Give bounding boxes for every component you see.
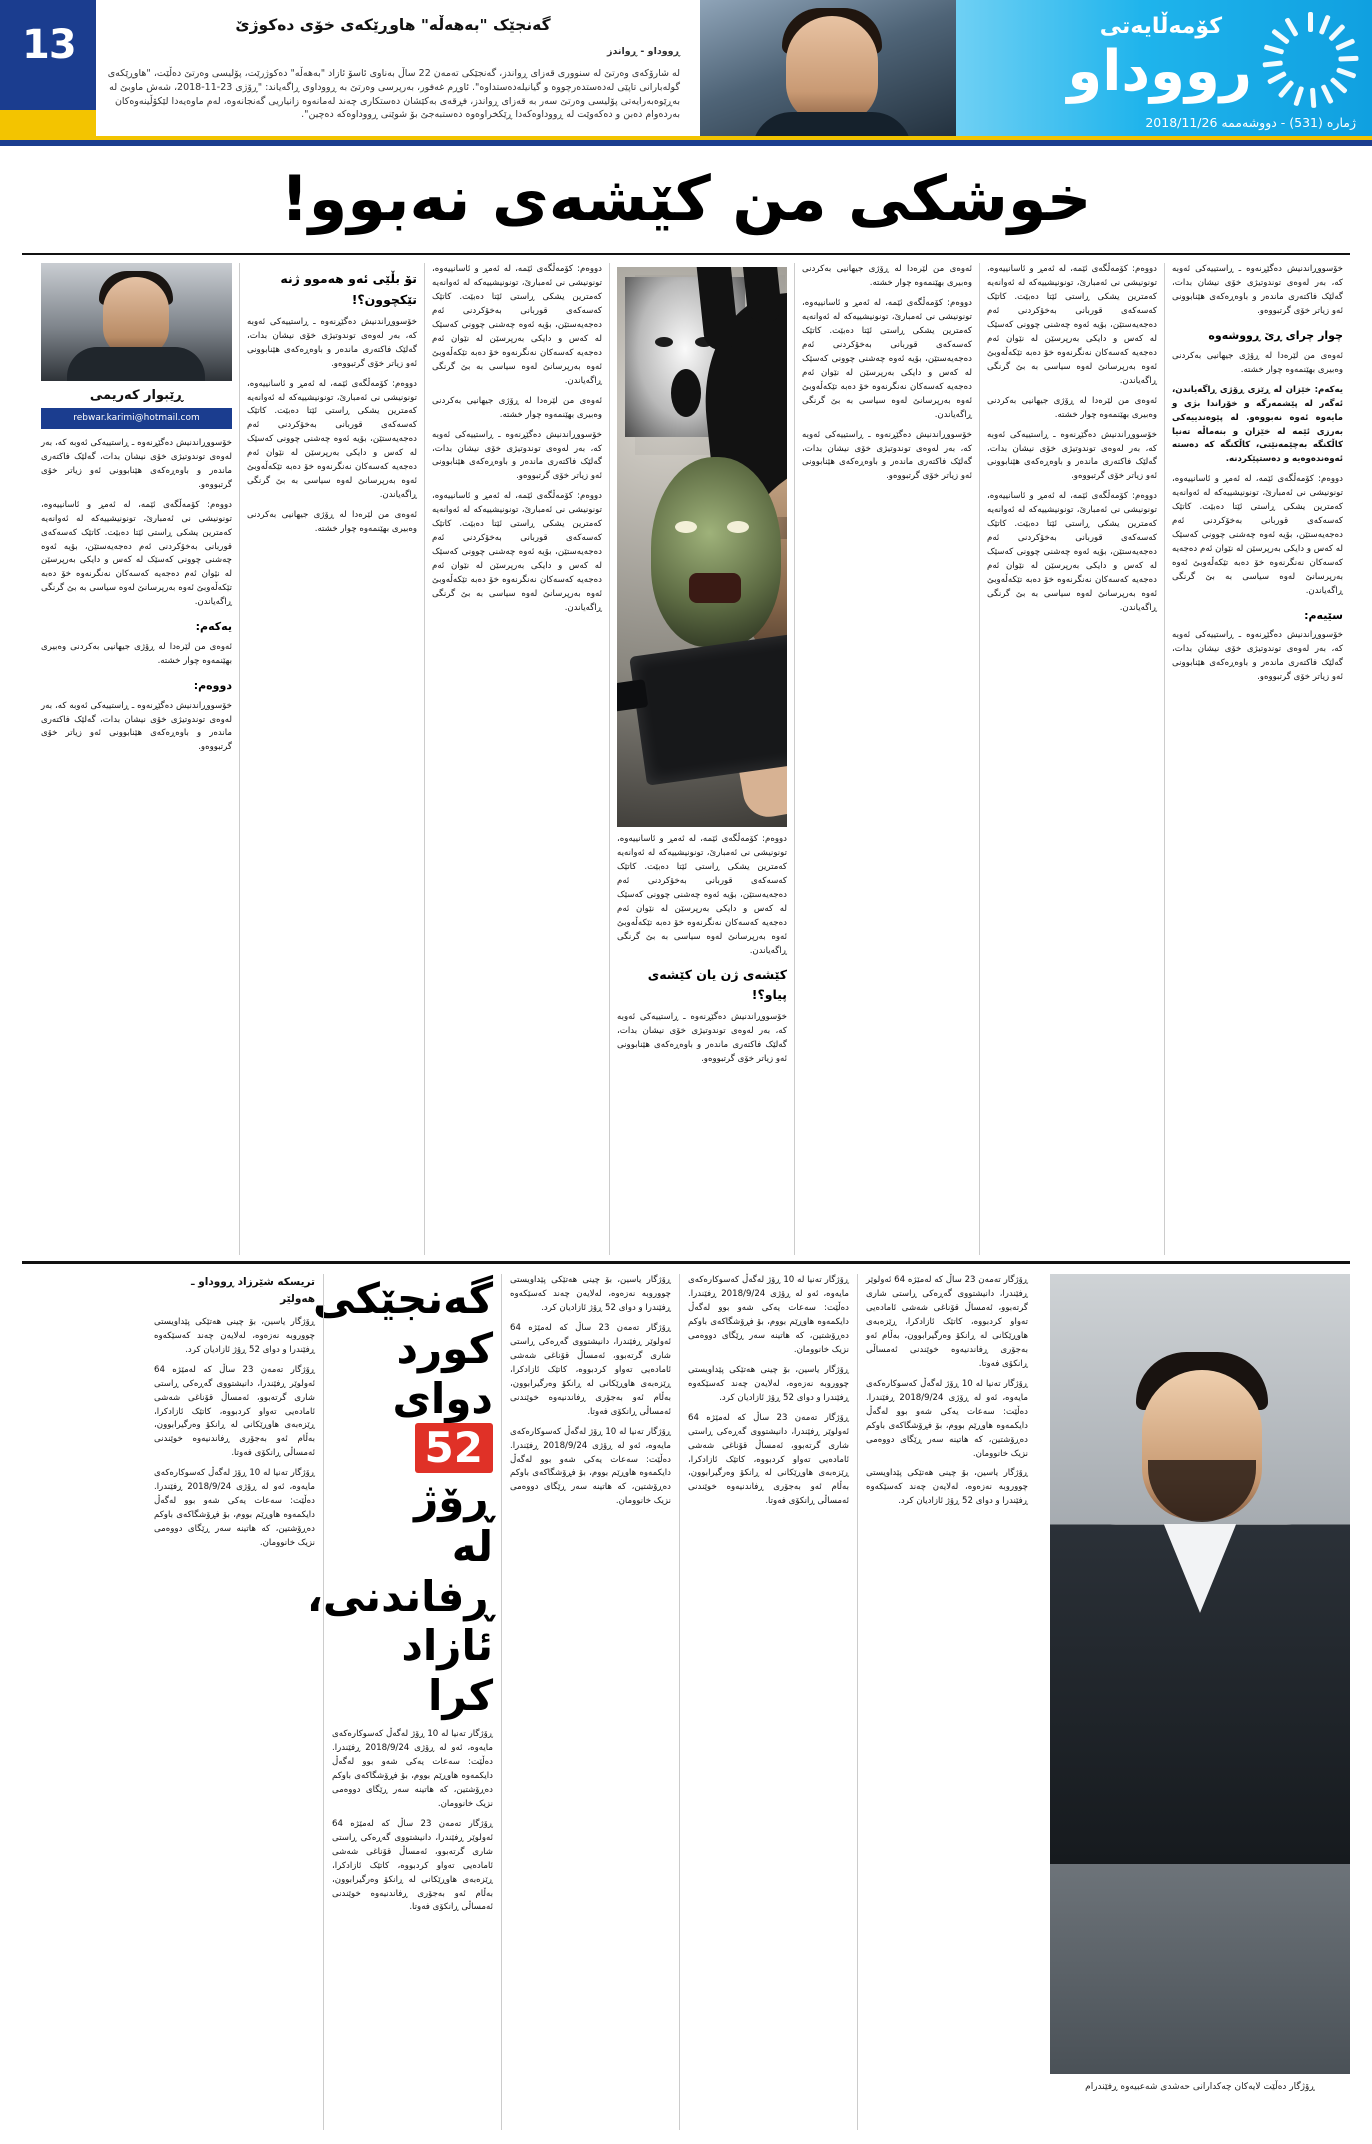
article-column-3 [795, 263, 980, 1255]
bottom-headline-block [306, 1274, 493, 1720]
article-column-2 [980, 263, 1165, 1255]
top-story-byline-label: ڕووداو - ڕواندز [606, 46, 680, 58]
scream-eye-left [655, 337, 673, 347]
paragraph: ڕۆژگار تەنیا لە 10 ڕۆژ لەگەڵ کەسوکارەکەی مایەوە، ئەو لە ڕۆژی 2018/9/24 ڕفێندرا. دەڵێت: سەعات یەکی شەو بوو لەگەڵ دایکمەوە هاوڕێم بووم، بۆ فڕۆشگاکەی باوکم دەڕۆشتین، کە هاتینە سەر ڕێگای دووەمی نزیک خانوومان. [332, 1729, 493, 1809]
page-number-block [0, 0, 96, 140]
article-column-1 [1165, 263, 1350, 1255]
zombie-eye-left [675, 521, 697, 533]
bottom-column-2 [680, 1274, 858, 2130]
main-article [0, 255, 1372, 1255]
article-photo-collage [617, 267, 787, 827]
photo-caption: ڕۆژگار دەڵێت لایەکان چەکدارانی حەشدی شەعبیەوە ڕفێندرام [1085, 2082, 1315, 2093]
masthead-rule [0, 136, 1372, 140]
paragraph: ڕۆژگار تەمەن 23 ساڵ کە لەمێژە 64 ئەولوێر ڕفێندرا، دانیشتووی گەڕەکی ڕاستی شاری گرتەبوو، ئەمساڵ قۆناغی شەشی ئامادەیی تەواو کردبووە، کاتێک ئازادکرا، ڕێزەبەی هاوڕێکانی لە ڕانکۆ وەرگیرابوون، بەڵام ئەو بەجۆری ڕفاندنیەوە خوێندنی ئەمساڵی ڕانکۆی فەوتا. [332, 1818, 493, 1913]
paragraph: خۆسووڕاندنیش دەگێڕنەوە ـ ڕاستییەکی ئەوبە کە، بەر لەوەی توندوتیژی خۆی نیشان بدات، گەلێک فاکتەری ماندەر و باوەڕەکەی هێنابوونی ئەو زیاتر خۆی گرتبووەو. [1172, 630, 1343, 683]
subhead-5: کێشەی ژن یان کێشەی پیاو؟! [647, 966, 787, 1002]
paragraph: ئەوەی من لێرەدا لە ڕۆژی جیهانیی بەکردنی وەبیری بهێنمەوە چوار خشتە. [432, 395, 602, 420]
bottom-column-4 [306, 1274, 502, 2130]
photo-face [786, 16, 878, 124]
paragraph: ڕۆژگار تەنیا لە 10 ڕۆژ لەگەڵ کەسوکارەکەی مایەوە، ئەو لە ڕۆژی 2018/9/24 ڕفێندرا. دەڵێت: سەعات یەکی شەو بوو لەگەڵ دایکمەوە هاوڕێم بووم، بۆ فڕۆشگاکەی باوکم دەڕۆشتین، کە هاتینە سەر ڕێگای دووەمی نزیک خانوومان. [688, 1275, 849, 1356]
paragraph: خۆسووڕاندنیش دەگێڕنەوە ـ ڕاستییەکی ئەوبە کە، بەر لەوەی توندوتیژی خۆی نیشان بدات، گەلێک فاکتەری ماندەر و باوەڕەکەی هێنابوونی ئەو زیاتر خۆی گرتبووەو. [1172, 264, 1343, 317]
paragraph: دووەم: کۆمەڵگەی ئێمە، لە ئەمڕ و ئاسانییەوە، تونونیشی نی ئەمبارێ، تونونیشییەکە لە ئەوانەیە کەمترین یشکی ڕاستی ئێتا دەبێت. کاتێک کەسەکەی قوربانی بەخۆکردنی ئەم دەجەیەستێن، بۆیە ئەوە چەشنی چوونی کەسێک لە کەس و دایکی بەرپرسێن لە نێوان ئەم دەجەیە کەسەکان نەنگرنەوە خۆ دەبە تێکەڵەوبێ ئەوە بەرپرسانێ لەوە سیاسی بە بێ گرنگی ڕاگەیاندن. [432, 264, 602, 386]
bottom-headline-pre: گەنجێکی کورد دوای [313, 1274, 493, 1423]
paragraph: ئەوەی من لێرەدا لە ڕۆژی جیهانیی بەکردنی وەبیری بهێنمەوە چوار خشتە. [802, 264, 972, 289]
author-suit [67, 347, 205, 381]
paragraph: ڕۆژگار یاسین، بۆ چینی هەتێکی پێداویستی چووروبە نەزەوە، لەلایەن چەند کەسێکەوە ڕفێندرا و دوای 52 ڕۆژ ئازادیان کرد. [154, 1317, 315, 1355]
masthead-brand-panel [956, 0, 1372, 140]
subhead-3: دووەم: [193, 678, 232, 692]
issue-line: ژمارە (531) - دووشەممە 2018/11/26 [1145, 115, 1356, 130]
bottom-headline-line2: لە ڕفاندنی، ئازاد کرا [306, 1522, 493, 1720]
bottom-byline: تریسکە شێرزاد ڕووداو ـ هەولێر [190, 1276, 315, 1306]
paragraph: دووەم: کۆمەڵگەی ئێمە، لە ئەمڕ و ئاسانییەوە، تونونیشی نی ئەمبارێ، تونونیشییەکە لە ئەوانەیە کەمترین یشکی ڕاستی ئێتا دەبێت. کاتێک کەسەکەی قوربانی بەخۆکردنی ئەم دەجەیەستێن، بۆیە ئەوە چەشنی چوونی کەسێک لە کەس و دایکی بەرپرسێن لە نێوان ئەم دەجەیە کەسەکان نەنگرنەوە خۆ دەبە تێکەڵەوبێ ئەوە بەرپرسانێ لەوە سیاسی بە بێ گرنگی ڕاگەیاندن. [247, 378, 417, 500]
paragraph: ڕۆژگار تەنیا لە 10 ڕۆژ لەگەڵ کەسوکارەکەی مایەوە، ئەو لە ڕۆژی 2018/9/24 ڕفێندرا. دەڵێت: سەعات یەکی شەو بوو لەگەڵ دایکمەوە هاوڕێم بووم، بۆ فڕۆشگاکەی باوکم دەڕۆشتین، کە هاتینە سەر ڕێگای دووەمی نزیک خانوومان. [510, 1426, 671, 1507]
author-box [41, 263, 232, 429]
masthead-top-story [96, 0, 696, 140]
main-headline-area [0, 146, 1372, 239]
paragraph: ڕۆژگار تەمەن 23 ساڵ کە لەمێژە 64 ئەولوێر ڕفێندرا، دانیشتووی گەڕەکی ڕاستی شاری گرتەبوو، ئەمساڵ قۆناغی شەشی ئامادەیی تەواو کردبووە، کاتێک ئازادکرا، ڕێزەبەی هاوڕێکانی لە ڕانکۆ وەرگیرابوون، بەڵام ئەو بەجۆری ڕفاندنیەوە خوێندنی ئەمساڵی ڕانکۆی فەوتا. [154, 1364, 315, 1459]
masthead-photo [700, 0, 956, 140]
bottom-headline-number: 52 [415, 1423, 493, 1473]
zombie-mouth [689, 573, 741, 603]
page-title: خوشکی من کێشەی نەبوو! [280, 162, 1092, 235]
paragraph: ئەوەی من لێرەدا لە ڕۆژی جیهانیی بەکردنی وەبیری بهێنمەوە چوار خشتە. [41, 641, 232, 666]
paragraph: دووەم: کۆمەڵگەی ئێمە، لە ئەمڕ و ئاسانییەوە، تونونیشی نی ئەمبارێ، تونونیشییەکە لە ئەوانەیە کەمترین یشکی ڕاستی ئێتا دەبێت. کاتێک کەسەکەی قوربانی بەخۆکردنی ئەم دەجەیەستێن، بۆیە ئەوە چەشنی چوونی کەسێک لە کەس و دایکی بەرپرسێن لە نێوان ئەم دەجەیە کەسەکان نەنگرنەوە خۆ دەبە تێکەڵەوبێ ئەوە بەرپرسانێ لەوە سیاسی بە بێ گرنگی ڕاگەیاندن. [1172, 474, 1343, 596]
subhead-2: یەکەم: [195, 620, 232, 634]
bottom-headline [306, 1274, 493, 1720]
kicker-right: تۆ بڵێی ئەو هەموو ژنە تێکچوون؟! [280, 271, 417, 307]
article-column-5 [425, 263, 610, 1255]
paragraph: دووەم: کۆمەڵگەی ئێمە، لە ئەمڕ و ئاسانییەوە، تونونیشی نی ئەمبارێ، تونونیشییەکە لە ئەوانەیە کەمترین یشکی ڕاستی ئێتا دەبێت. کاتێک کەسەکەی قوربانی بەخۆکردنی ئەم دەجەیەستێن، بۆیە ئەوە چەشنی چوونی کەسێک لە کەس و دایکی بەرپرسێن لە نێوان ئەم دەجەیە کەسەکان نەنگرنەوە خۆ دەبە تێکەڵەوبێ ئەوە بەرپرسانێ لەوە سیاسی بە بێ گرنگی ڕاگەیاندن. [987, 264, 1157, 386]
paragraph: خۆسووڕاندنیش دەگێڕنەوە ـ ڕاستییەکی ئەوبە کە، بەر لەوەی توندوتیژی خۆی نیشان بدات، گەلێک فاکتەری ماندەر و باوەڕەکەی هێنابوونی ئەو زیاتر خۆی گرتبووەو. [617, 1012, 787, 1064]
paragraph: ڕۆژگار تەمەن 23 ساڵ کە لەمێژە 64 ئەولوێر ڕفێندرا، دانیشتووی گەڕەکی ڕاستی شاری گرتەبوو، ئەمساڵ قۆناغی شەشی ئامادەیی تەواو کردبووە، کاتێک ئازادکرا، ڕێزەبەی هاوڕێکانی لە ڕانکۆ وەرگیرابوون، بەڵام ئەو بەجۆری ڕفاندنیەوە خوێندنی ئەمساڵی ڕانکۆی فەوتا. [688, 1412, 849, 1507]
paragraph: خۆسووڕاندنیش دەگێڕنەوە ـ ڕاستییەکی ئەوبە کە، بەر لەوەی توندوتیژی خۆی نیشان بدات، گەلێک فاکتەری ماندەر و باوەڕەکەی هێنابوونی ئەو زیاتر خۆی گرتبووەو. [41, 700, 232, 753]
bottom-photo-block [1050, 1274, 1350, 2130]
paragraph: ڕۆژگار تەمەن 23 ساڵ کە لەمێژە 64 ئەولوێر ڕفێندرا، دانیشتووی گەڕەکی ڕاستی شاری گرتەبوو، ئەمساڵ قۆناغی شەشی ئامادەیی تەواو کردبووە، کاتێک ئازادکرا، ڕێزەبەی هاوڕێکانی لە ڕانکۆ وەرگیرابوون، بەڵام ئەو بەجۆری ڕفاندنیەوە خوێندنی ئەمساڵی ڕانکۆی فەوتا. [510, 1323, 671, 1417]
paragraph: ئەوەی من لێرەدا لە ڕۆژی جیهانیی بەکردنی وەبیری بهێنمەوە چوار خشتە. [247, 509, 417, 534]
paragraph: خۆسووڕاندنیش دەگێڕنەوە ـ ڕاستییەکی ئەوبە کە، بەر لەوەی توندوتیژی خۆی نیشان بدات، گەلێک فاکتەری ماندەر و باوەڕەکەی هێنابوونی ئەو زیاتر خۆی گرتبووەو. [802, 429, 972, 482]
subhead-4: سێیەم: [1304, 608, 1343, 622]
top-story-text: لە شارۆکەی وەرتێ لە سنووری قەزای ڕواندز، گەنجێکی تەمەن 22 ساڵ بەناوی ئاسۆ ئازاد "بەهەڵە" دەکوژرێت، پۆلیسی وەرتێ دەڵێت، "هاوڕێکەی گولەبارانی تاپێی لەدەستدەرچووە و گیانیلەدەستداوە". ئاوڕم غەفور، بەرپرسی وەرتێ بە ڕووداوی ڕاگەیاند: "ڕۆژی 23-11-2018، شەش ماوبێ لە بەڕێوەبەرایەتی پۆلیسی وەرتێ سەر بە قەزای ڕواندز، فڕقەی بەکێشان دەستکاری چەند لەمانەوە زانیاریی گەنجانەوە، لەم ماوەیەدا لێکۆڵینەوەکان بەردەوام دەبن و دەکەوێت لە ڕووداوەکەدا ڕێکخراوەوە دەستبەجێ بۆ شوێنی ڕووداوەکە دەچین". [107, 68, 680, 121]
paragraph: ڕۆژگار تەنیا لە 10 ڕۆژ لەگەڵ کەسوکارەکەی مایەوە، ئەو لە ڕۆژی 2018/9/24 ڕفێندرا. دەڵێت: سەعات یەکی شەو بوو لەگەڵ دایکمەوە هاوڕێم بووم، بۆ فڕۆشگاکەی باوکم دەڕۆشتین، کە هاتینە سەر ڕێگای دووەمی نزیک خانوومان. [154, 1468, 315, 1548]
paragraph: یەکەم: خێزان لە ڕێزی ڕۆژی ڕاگەیاندن، ئەگەر لە پێشمەرگە و خۆراندا بژی و مایەوە ئەوە نەبووەو. لە پێوەندییەکی بەرزی ئێمە لە خێزان و بنەماڵە تەنیا کاڵکنگە بەچێمەنێتی، کاڵکنگە کە دەستە ئەوەندەوەیە و دەستپێکردنە. [1172, 384, 1343, 465]
bottom-article [0, 1264, 1372, 2144]
masthead [0, 0, 1372, 140]
bottom-headline-post: ڕۆژ [414, 1472, 493, 1522]
brand-wordmark: رووداو [1067, 39, 1252, 104]
bottom-column-3 [502, 1274, 680, 2130]
paragraph: دووەم: کۆمەڵگەی ئێمە، لە ئەمڕ و ئاسانییەوە، تونونیشی نی ئەمبارێ، تونونیشییەکە لە ئەوانەیە کەمترین یشکی ڕاستی ئێتا دەبێت. کاتێک کەسەکەی قوربانی بەخۆکردنی ئەم دەجەیەستێن، بۆیە ئەوە چەشنی چوونی کەسێک لە کەس و دایکی بەرپرسێن لە نێوان ئەم دەجەیە کەسەکان نەنگرنەوە خۆ دەبە تێکەڵەوبێ ئەوە بەرپرسانێ لەوە سیاسی بە بێ گرنگی ڕاگەیاندن. [41, 499, 232, 608]
paragraph: ئەوەی من لێرەدا لە ڕۆژی جیهانیی بەکردنی وەبیری بهێنمەوە چوار خشتە. [1172, 350, 1343, 375]
top-story-headline: گەنجێک "بەهەڵە" هاوڕێکەی خۆی دەکوژێ [235, 16, 551, 34]
article-column-7 [34, 263, 240, 1255]
author-face [103, 277, 169, 357]
paragraph: ڕۆژگار یاسین، بۆ چینی هەتێکی پێداویستی چووروبە نەزەوە، لەلایەن چەند کەسێکەوە ڕفێندرا و دوای 52 ڕۆژ ئازادیان کرد. [866, 1468, 1028, 1507]
paragraph: دووەم: کۆمەڵگەی ئێمە، لە ئەمڕ و ئاسانییەوە، تونونیشی نی ئەمبارێ، تونونیشییەکە لە ئەوانەیە کەمترین یشکی ڕاستی ئێتا دەبێت. کاتێک کەسەکەی قوربانی بەخۆکردنی ئەم دەجەیەستێن، بۆیە ئەوە چەشنی چوونی کەسێک لە کەس و دایکی بەرپرسێن لە نێوان ئەم دەجەیە کەسەکان نەنگرنەوە خۆ دەبە تێکەڵەوبێ ئەوە بەرپرسانێ لەوە سیاسی بە بێ گرنگی ڕاگەیاندن. [987, 491, 1157, 613]
article-column-4 [610, 263, 795, 1255]
paragraph: ڕۆژگار یاسین، بۆ چینی هەتێکی پێداویستی چووروبە نەزەوە، لەلایەن چەند کەسێکەوە ڕفێندرا و دوای 52 ڕۆژ ئازادیان کرد. [510, 1275, 671, 1314]
paragraph: ئەوەی من لێرەدا لە ڕۆژی جیهانیی بەکردنی وەبیری بهێنمەوە چوار خشتە. [987, 395, 1157, 420]
page-number: 13 [22, 22, 76, 68]
paragraph: ڕۆژگار یاسین، بۆ چینی هەتێکی پێداویستی چووروبە نەزەوە، لەلایەن چەند کەسێکەوە ڕفێندرا و دوای 52 ڕۆژ ئازادیان کرد. [688, 1364, 849, 1403]
paragraph: ڕۆژگار تەمەن 23 ساڵ کە لەمێژە 64 ئەولوێر ڕفێندرا، دانیشتووی گەڕەکی ڕاستی شاری گرتەبوو، ئەمساڵ قۆناغی شەشی ئامادەیی تەواو کردبووە، کاتێک ئازادکرا، ڕێزەبەی هاوڕێکانی لە ڕانکۆ وەرگیرابوون، بەڵام ئەو بەجۆری ڕفاندنیەوە خوێندنی ئەمساڵی ڕانکۆی فەوتا. [866, 1275, 1029, 1369]
sun-logo-icon [1262, 12, 1358, 108]
zombie-eye-right [727, 521, 749, 533]
bottom-column-1 [858, 1274, 1036, 2130]
paragraph: خۆسووڕاندنیش دەگێڕنەوە ـ ڕاستییەکی ئەوبە کە، بەر لەوەی توندوتیژی خۆی نیشان بدات، گەلێک فاکتەری ماندەر و باوەڕەکەی هێنابوونی ئەو زیاتر خۆی گرتبووەو. [987, 429, 1157, 482]
zombie-face-image [651, 457, 781, 647]
author-name: ڕێبوار کەریمی [41, 381, 232, 408]
top-story-byline [106, 45, 680, 59]
bottom-photo-beard [1148, 1460, 1256, 1522]
paragraph: خۆسووڕاندنیش دەگێڕنەوە ـ ڕاستییەکی ئەوبە کە، بەر لەوەی توندوتیژی خۆی نیشان بدات، گەلێک فاکتەری ماندەر و باوەڕەکەی هێنابوونی ئەو زیاتر خۆی گرتبووەو. [432, 429, 602, 482]
author-email[interactable]: rebwar.karimi@hotmail.com [41, 408, 232, 429]
paragraph: دووەم: کۆمەڵگەی ئێمە، لە ئەمڕ و ئاسانییەوە، تونونیشی نی ئەمبارێ، تونونیشییەکە لە ئەوانەیە کەمترین یشکی ڕاستی ئێتا دەبێت. کاتێک کەسەکەی قوربانی بەخۆکردنی ئەم دەجەیەستێن، بۆیە ئەوە چەشنی چوونی کەسێک لە کەس و دایکی بەرپرسێن لە نێوان ئەم دەجەیە کەسەکان نەنگرنەوە خۆ دەبە تێکەڵەوبێ ئەوە بەرپرسانێ لەوە سیاسی بە بێ گرنگی ڕاگەیاندن. [617, 834, 787, 956]
author-photo [41, 263, 232, 381]
paragraph: دووەم: کۆمەڵگەی ئێمە، لە ئەمڕ و ئاسانییەوە، تونونیشی نی ئەمبارێ، تونونیشییەکە لە ئەوانەیە کەمترین یشکی ڕاستی ئێتا دەبێت. کاتێک کەسەکەی قوربانی بەخۆکردنی ئەم دەجەیەستێن، بۆیە ئەوە چەشنی چوونی کەسێک لە کەس و دایکی بەرپرسێن لە نێوان ئەم دەجەیە کەسەکان نەنگرنەوە خۆ دەبە تێکەڵەوبێ ئەوە بەرپرسانێ لەوە سیاسی بە بێ گرنگی ڕاگەیاندن. [432, 491, 602, 613]
paragraph: خۆسووڕاندنیش دەگێڕنەوە ـ ڕاستییەکی ئەوبە کە، بەر لەوەی توندوتیژی خۆی نیشان بدات، گەلێک فاکتەری ماندەر و باوەڕەکەی هێنابوونی ئەو زیاتر خۆی گرتبووەو. [247, 316, 417, 369]
section-label: کۆمەڵایەتی [1099, 14, 1222, 39]
article-column-6 [240, 263, 425, 1255]
bottom-column-5 [146, 1274, 324, 2130]
scream-mouth [671, 369, 701, 417]
freed-man-photo [1050, 1274, 1350, 2074]
bottom-article-text [22, 1274, 1050, 2130]
paragraph: خۆسووڕاندنیش دەگێڕنەوە ـ ڕاستییەکی ئەوبە کە، بەر لەوەی توندوتیژی خۆی نیشان بدات، گەلێک فاکتەری ماندەر و باوەڕەکەی هێنابوونی ئەو زیاتر خۆی گرتبووەو. [41, 438, 232, 490]
paragraph: دووەم: کۆمەڵگەی ئێمە، لە ئەمڕ و ئاسانییەوە، تونونیشی نی ئەمبارێ، تونونیشییەکە لە ئەوانەیە کەمترین یشکی ڕاستی ئێتا دەبێت. کاتێک کەسەکەی قوربانی بەخۆکردنی ئەم دەجەیەستێن، بۆیە ئەوە چەشنی چوونی کەسێک لە کەس و دایکی بەرپرسێن لە نێوان ئەم دەجەیە کەسەکان نەنگرنەوە خۆ دەبە تێکەڵەوبێ ئەوە بەرپرسانێ لەوە سیاسی بە بێ گرنگی ڕاگەیاندن. [802, 298, 972, 420]
subhead-1: چوار چرای ڕێ ڕووشەوە [1208, 329, 1343, 343]
paragraph: ڕۆژگار تەنیا لە 10 ڕۆژ لەگەڵ کەسوکارەکەی مایەوە، ئەو لە ڕۆژی 2018/9/24 ڕفێندرا. دەڵێت: سەعات یەکی شەو بوو لەگەڵ دایکمەوە هاوڕێم بووم، بۆ فڕۆشگاکەی باوکم دەڕۆشتین، کە هاتینە سەر ڕێگای دووەمی نزیک خانوومان. [866, 1378, 1028, 1459]
